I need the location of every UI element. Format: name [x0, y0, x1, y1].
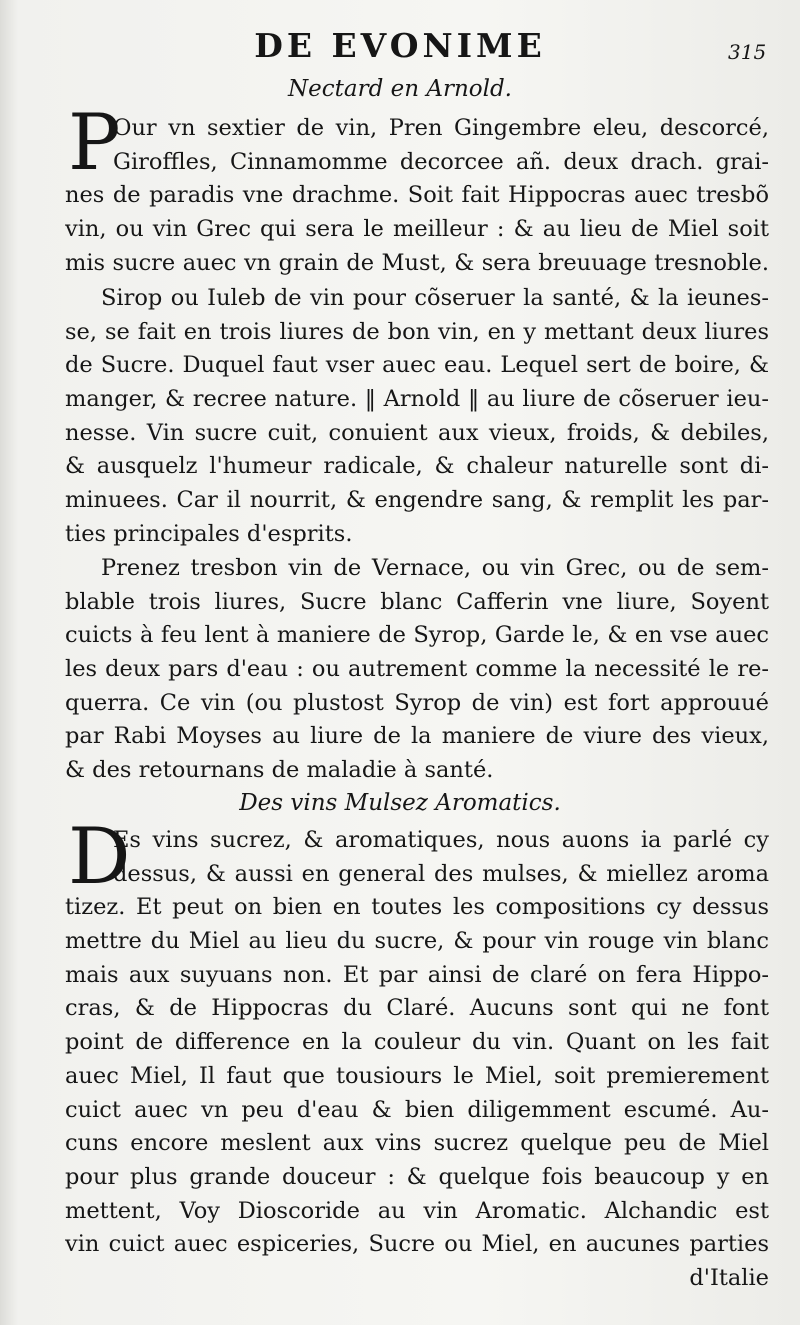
page-number: 315 [728, 40, 767, 64]
running-title: DE EVONIME [254, 26, 546, 65]
text-line: mis sucre auec vn grain de Must, & sera breuuage tresnoble. [65, 249, 769, 276]
paragraph-1 [65, 112, 769, 280]
text-line: minuees. Car il nourrit, & engendre sang, & remplit les par- [65, 487, 769, 514]
drop-cap-p: P [68, 98, 121, 188]
section-rubric-aromatics: Des vins Mulsez Aromatics. [239, 790, 561, 816]
text-line: de Sucre. Duquel faut vser auec eau. Lequel sert de boire, & [65, 352, 769, 379]
text-line: & ausquelz l'humeur radicale, & chaleur naturelle sont di- [65, 453, 769, 480]
text-line: blable trois liures, Sucre blanc Cafferin vne liure, Soyent [65, 588, 769, 615]
text-line: manger, & recree nature. ‖ Arnold ‖ au liure de cõseruer ieu- [65, 386, 769, 413]
section-rubric: Nectard en Arnold. [288, 76, 512, 102]
text-line: par Rabi Moyses au liure de la maniere de viure des vieux, [65, 723, 769, 750]
text-line: pour plus grande douceur : & quelque fois beaucoup y en [65, 1163, 769, 1190]
text-line: vin cuict auec espiceries, Sucre ou Miel, en aucunes parties [65, 1231, 769, 1258]
text-line: querra. Ce vin (ou plustost Syrop de vin) est fort approuué [65, 689, 769, 716]
text-line: nes de paradis vne drachme. Soit fait Hippocras auec tresbõ [65, 182, 769, 209]
text-line: Es vins sucrez, & aromatiques, nous auons ia parlé cy [113, 827, 769, 853]
text-line: Sirop ou Iuleb de vin pour cõseruer la santé, & la ieunes- [101, 285, 769, 311]
text-line: nesse. Vin sucre cuit, conuient aux vieux, froids, & debiles, [65, 419, 769, 446]
text-line: les deux pars d'eau : ou autrement comme la necessité le re- [65, 656, 769, 683]
paragraph-4 [65, 824, 769, 1296]
text-line: auec Miel, Il faut que tousiours le Miel, soit premierement [65, 1062, 769, 1089]
text-line: Giroffles, Cinnamomme decorcee añ. deux drach. grai- [113, 148, 769, 175]
text-line: Our vn sextier de vin, Pren Gingembre eleu, descorcé, [113, 115, 769, 141]
text-line: cuicts à feu lent à maniere de Syrop, Garde le, & en vse auec [65, 622, 769, 649]
text-line: cuict auec vn peu d'eau & bien diligemment escumé. Au- [65, 1096, 769, 1123]
text-line: vin, ou vin Grec qui sera le meilleur : & au lieu de Miel soit [65, 216, 769, 243]
text-line: cras, & de Hippocras du Claré. Aucuns sont qui ne font [65, 995, 769, 1022]
paragraph-3 [65, 552, 769, 788]
text-line: mettent, Voy Dioscoride au vin Aromatic. Alchandic est [65, 1197, 769, 1224]
text-line: Prenez tresbon vin de Vernace, ou vin Grec, ou de sem- [101, 555, 769, 581]
drop-cap-d: D [68, 812, 131, 902]
text-line: ties principales d'esprits. [65, 520, 353, 547]
paragraph-2 [65, 282, 769, 552]
text-line: se, se fait en trois liures de bon vin, en y mettant deux liures [65, 318, 769, 345]
text-line: mais aux suyuans non. Et par ainsi de claré on fera Hippo- [65, 961, 769, 988]
text-line: point de difference en la couleur du vin. Quant on les fait [65, 1029, 769, 1056]
text-line: dessus, & aussi en general des mulses, & miellez aroma [113, 860, 769, 887]
text-line: mettre du Miel au lieu du sucre, & pour vin rouge vin blanc [65, 928, 769, 955]
catchword: d'Italie [689, 1264, 769, 1291]
text-line: cuns encore meslent aux vins sucrez quelque peu de Miel [65, 1130, 769, 1157]
text-line: & des retournans de maladie à santé. [65, 757, 494, 784]
text-line: tizez. Et peut on bien en toutes les compositions cy dessus [65, 894, 769, 921]
